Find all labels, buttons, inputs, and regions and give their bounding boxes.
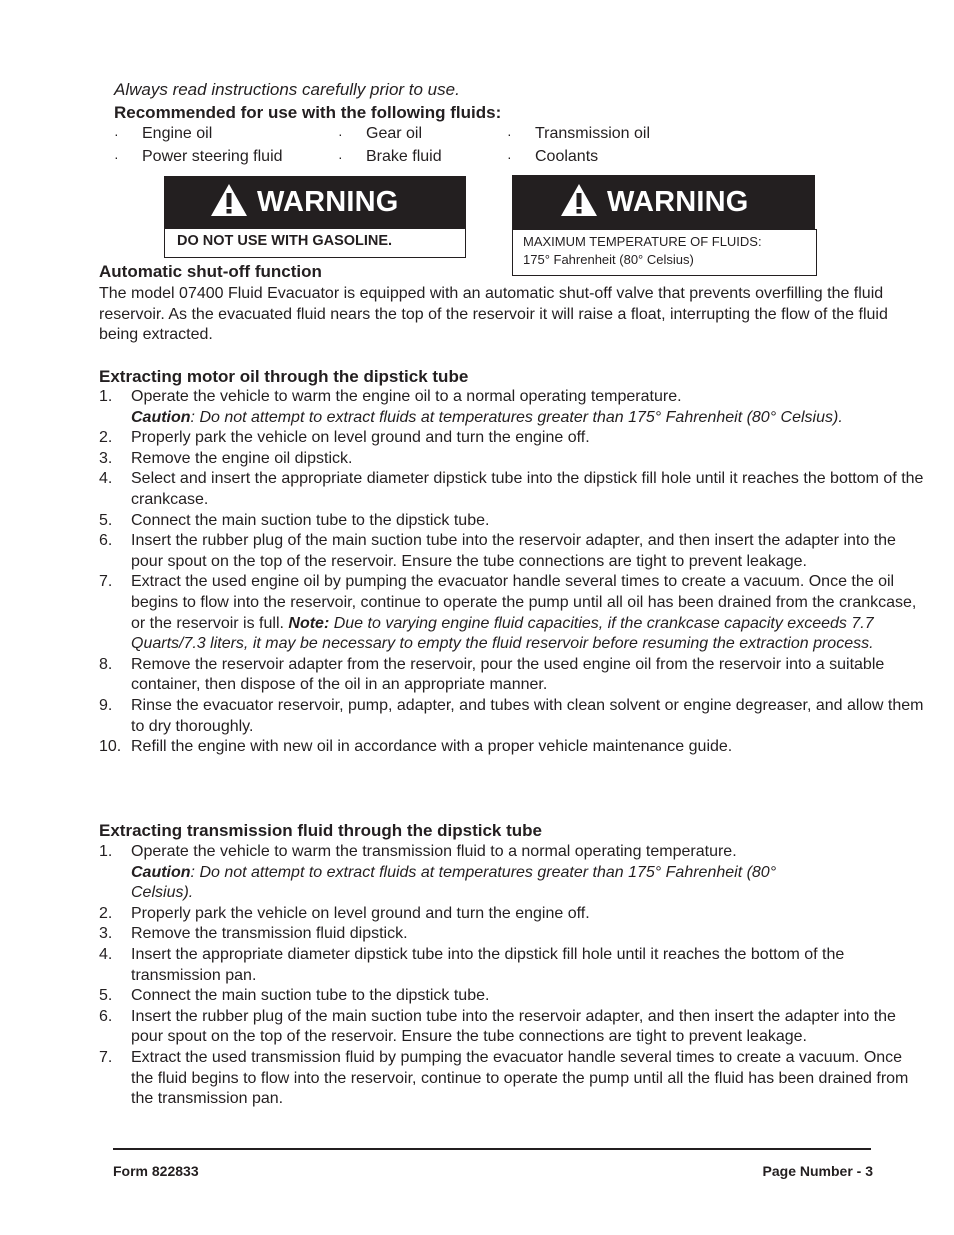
warning-header bbox=[512, 175, 815, 229]
fluid-item: Brake fluid bbox=[366, 148, 442, 165]
step-number: 6. bbox=[99, 1007, 113, 1025]
fluid-item: Gear oil bbox=[366, 125, 423, 142]
step-text: Operate the vehicle to warm the transmission fluid to a normal operating temperature. bbox=[131, 843, 737, 860]
step-text: Insert the rubber plug of the main suction tube into the reservoir adapter, and then insert the adapter into the pour spout on the top of the reservoir. Ensure the tube connections are tight to prevent leakage. bbox=[131, 1007, 896, 1046]
fluid-item: Engine oil bbox=[142, 125, 213, 142]
step-number: 8. bbox=[99, 655, 113, 673]
step-text: Select and insert the appropriate diameter dipstick tube into the dipstick fill hole until it reaches the bottom of the crankcase. bbox=[131, 470, 924, 508]
step-number: 10. bbox=[99, 738, 122, 756]
note-label: Note: bbox=[288, 614, 330, 632]
transmission-title: Extracting transmission fluid through the dipstick tube bbox=[99, 821, 542, 840]
caution-text: : Do not attempt to extract fluids at temperatures greater than 175° Fahrenheit (80° Celsius). bbox=[190, 408, 843, 426]
warning-triangle-icon bbox=[209, 182, 249, 223]
warning-line: 175° Fahrenheit (80° Celsius) bbox=[523, 251, 694, 267]
step-text: Properly park the vehicle on level ground and turn the engine off. bbox=[131, 429, 590, 447]
bullet: · bbox=[114, 126, 119, 142]
list-item bbox=[99, 655, 924, 696]
step-text: Insert the rubber plug of the main suction tube into the reservoir adapter, and then insert the adapter into the pour spout on the top of the reservoir. Ensure the tube connections are tight to prevent leakage. bbox=[131, 532, 896, 570]
list-item bbox=[99, 945, 924, 986]
step-text: Insert the appropriate diameter dipstick tube into the dipstick fill hole until it reaches the bottom of the transmission pan. bbox=[131, 945, 845, 984]
step-text: Remove the engine oil dipstick. bbox=[131, 449, 353, 467]
transmission-steps bbox=[99, 842, 924, 1110]
step-number: 1. bbox=[99, 388, 113, 405]
fluid-item: Transmission oil bbox=[535, 125, 650, 142]
page-number: Page Number - 3 bbox=[762, 1163, 873, 1179]
fluids-row bbox=[0, 125, 954, 145]
step-text: Connect the main suction tube to the dipstick tube. bbox=[131, 511, 490, 529]
form-number: Form 822833 bbox=[113, 1163, 199, 1179]
step-number: 1. bbox=[99, 843, 113, 860]
list-item bbox=[99, 572, 924, 654]
step-text: Properly park the vehicle on level ground and turn the engine off. bbox=[131, 904, 590, 922]
list-item bbox=[99, 1048, 924, 1110]
step-text: Remove the reservoir adapter from the reservoir, pour the used engine oil from the reservoir into a suitable container, then dispose of the oil in an appropriate manner. bbox=[131, 655, 885, 694]
step-number: 7. bbox=[99, 1048, 113, 1066]
warning-header bbox=[164, 176, 466, 228]
warning-title: WARNING bbox=[607, 185, 749, 218]
bullet: · bbox=[114, 149, 119, 165]
step-text: Connect the main suction tube to the dipstick tube. bbox=[131, 987, 490, 1005]
list-item bbox=[99, 696, 924, 737]
motor-oil-steps bbox=[99, 387, 924, 758]
step-text: Rinse the evacuator reservoir, pump, adapter, and tubes with clean solvent or engine degreaser, and allow them to dry thoroughly. bbox=[131, 696, 924, 735]
step-text: Refill the engine with new oil in accordance with a proper vehicle maintenance guide. bbox=[131, 738, 733, 756]
note-text: Due to varying engine fluid capacities, if the crankcase capacity exceeds 7.7 Quarts/7.3 liters, it may be necessary to empty the fluid reservoir before resuming the extraction process. bbox=[131, 614, 874, 653]
fluids-row bbox=[0, 148, 954, 168]
list-item bbox=[99, 904, 924, 925]
shutoff-title: Automatic shut-off function bbox=[99, 262, 322, 281]
bullet: · bbox=[338, 126, 343, 142]
bullet: · bbox=[507, 126, 512, 142]
bullet: · bbox=[507, 149, 512, 165]
step-text: Operate the vehicle to warm the engine oil to a normal operating temperature. bbox=[131, 388, 682, 405]
caution-label: Caution bbox=[131, 408, 191, 426]
list-item bbox=[99, 737, 924, 758]
footer-divider bbox=[113, 1148, 871, 1150]
step-text: Extract the used engine oil by pumping the evacuator handle several times to create a vacuum. Once the oil begins to flow into the reservoir, continue to operate the pump until all oil has been drained from the crankcase, or the reservoir is full. bbox=[131, 573, 917, 632]
motor-oil-title: Extracting motor oil through the dipstick tube bbox=[99, 367, 469, 386]
step-number: 4. bbox=[99, 470, 113, 488]
caution-text: : Do not attempt to extract fluids at temperatures greater than 175° Fahrenheit (80° Celsius). bbox=[131, 863, 777, 902]
step-number: 6. bbox=[99, 532, 113, 550]
step-text: Remove the transmission fluid dipstick. bbox=[131, 925, 408, 943]
bullet: · bbox=[338, 149, 343, 165]
list-item bbox=[99, 387, 924, 428]
intro-text: Always read instructions carefully prior to use. bbox=[114, 80, 460, 99]
list-item bbox=[99, 449, 924, 470]
fluid-item: Power steering fluid bbox=[142, 148, 283, 165]
step-number: 9. bbox=[99, 696, 113, 714]
list-item bbox=[99, 842, 924, 904]
step-number: 2. bbox=[99, 904, 113, 922]
list-item bbox=[99, 469, 924, 510]
step-number: 3. bbox=[99, 925, 113, 943]
caution-label: Caution bbox=[131, 863, 191, 881]
list-item bbox=[99, 924, 924, 945]
step-text: Extract the used transmission fluid by pumping the evacuator handle several times to create a vacuum. Once the fluid begins to flow into the reservoir, continue to operate the pump until all the fluid has been drained from the transmission pan. bbox=[131, 1048, 909, 1108]
warning-triangle-icon bbox=[559, 182, 599, 223]
list-item bbox=[99, 531, 924, 572]
step-number: 7. bbox=[99, 573, 113, 591]
list-item bbox=[99, 428, 924, 449]
step-number: 4. bbox=[99, 945, 113, 963]
step-number: 2. bbox=[99, 429, 113, 447]
warning-line: MAXIMUM TEMPERATURE OF FLUIDS: bbox=[523, 234, 762, 249]
shutoff-text: The model 07400 Fluid Evacuator is equipped with an automatic shut-off valve that prevents overfilling the fluid reservoir. As the evacuated fluid nears the top of the reservoir it will raise a float, interrupting the flow of the fluid being extracted. bbox=[99, 285, 888, 344]
step-number: 5. bbox=[99, 987, 113, 1005]
warning-title: WARNING bbox=[257, 185, 399, 218]
fluid-item: Coolants bbox=[535, 148, 599, 165]
recommended-heading: Recommended for use with the following fluids: bbox=[114, 103, 502, 122]
list-item bbox=[99, 511, 924, 532]
list-item bbox=[99, 986, 924, 1007]
step-number: 3. bbox=[99, 449, 113, 467]
caution-block bbox=[131, 863, 791, 904]
list-item bbox=[99, 1007, 924, 1048]
warning-text: DO NOT USE WITH GASOLINE. bbox=[164, 228, 466, 258]
warning-text bbox=[512, 229, 817, 276]
step-number: 5. bbox=[99, 511, 113, 529]
